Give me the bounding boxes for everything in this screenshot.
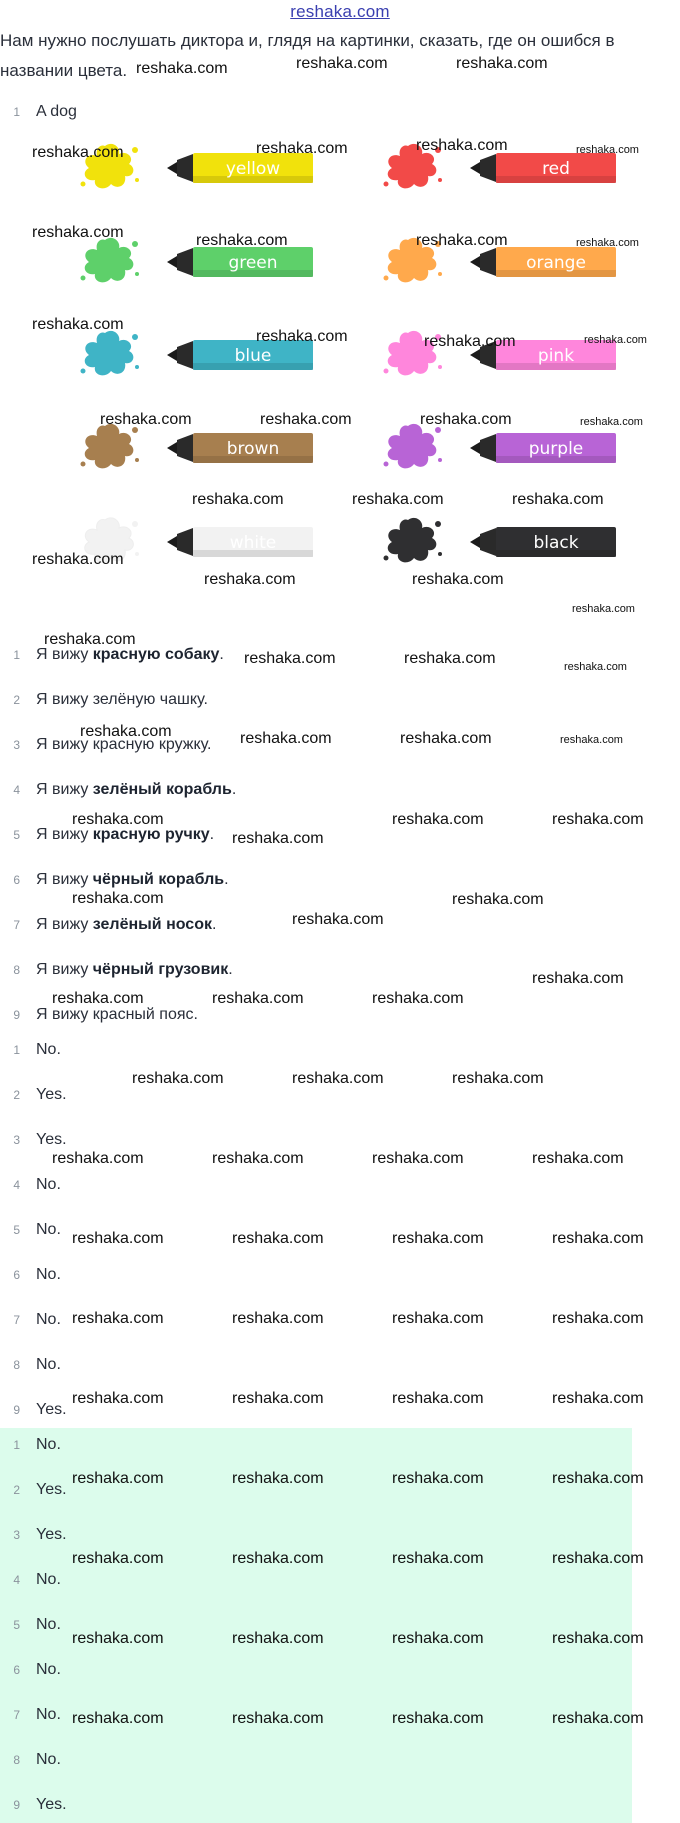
answer-row [0,1478,67,1502]
answer-row [0,1658,61,1682]
marker-label: purple [528,439,584,459]
answer-text: Yes. [36,1526,67,1543]
answer-number: 6 [13,1663,20,1677]
watermark-text: reshaka.com [72,1630,164,1647]
watermark-text: reshaka.com [532,1150,624,1167]
answer-row [0,1308,61,1332]
watermark-text: reshaka.com [400,730,492,747]
watermark-text: reshaka.com [72,1390,164,1407]
watermark-text: reshaka.com [32,144,124,161]
sentence-number: 2 [13,693,20,707]
sentence-text: Я вижу зелёную чашку. [36,691,208,708]
watermark-text: reshaka.com [392,1710,484,1727]
answer-number: 8 [13,1753,20,1767]
watermark-text: reshaka.com [80,723,172,740]
sentence-text: Я вижу красную кружку. [36,736,212,753]
answer-number: 8 [13,1358,20,1372]
watermark-text: reshaka.com [576,144,639,156]
sentence-text: Я вижу зелёный носок. [36,916,217,933]
answer-text: Yes. [36,1131,67,1148]
watermark-text: reshaka.com [424,333,516,350]
watermark-text: reshaka.com [416,137,508,154]
answer-number: 7 [13,1313,20,1327]
watermark-text: reshaka.com [232,1470,324,1487]
watermark-text: reshaka.com [232,1710,324,1727]
marker-label: blue [234,346,272,366]
watermark-text: reshaka.com [392,1230,484,1247]
watermark-text: reshaka.com [404,650,496,667]
watermark-text: reshaka.com [296,55,388,72]
answer-row [0,1038,61,1062]
black-splash-icon [378,510,448,570]
watermark-text: reshaka.com [72,811,164,828]
answer-text: No. [36,1706,61,1723]
answer-text: No. [36,1041,61,1058]
watermark-text: reshaka.com [192,491,284,508]
watermark-text: reshaka.com [52,1150,144,1167]
sentence-text: Я вижу красную собаку. [36,646,224,663]
sentence-row [0,688,208,712]
watermark-text: reshaka.com [232,830,324,847]
marker-label: red [542,159,570,179]
watermark-text: reshaka.com [232,1630,324,1647]
answer-number: 1 [13,1438,20,1452]
answer-row [0,1568,61,1592]
watermark-text: reshaka.com [564,661,627,673]
sentence-row [0,868,229,892]
marker-label: orange [526,253,586,273]
answer-row [0,1218,61,1242]
answer-number: 1 [13,1043,20,1057]
sentence-highlight: красную собаку [92,646,220,663]
answer-row [0,1523,67,1547]
answer-text: No. [36,1661,61,1678]
answer-row [0,1703,61,1727]
watermark-text: reshaka.com [32,224,124,241]
answer-number: 5 [13,1223,20,1237]
answer-number: 9 [13,1403,20,1417]
watermark-text: reshaka.com [552,1470,644,1487]
watermark-text: reshaka.com [392,1470,484,1487]
answer-row [0,1263,61,1287]
watermark-text: reshaka.com [416,232,508,249]
watermark-text: reshaka.com [204,571,296,588]
marker-black [470,520,620,564]
marker-label: black [533,533,579,553]
watermark-text: reshaka.com [552,1230,644,1247]
sentence-number: 6 [13,873,20,887]
watermark-text: reshaka.com [392,1310,484,1327]
watermark-text: reshaka.com [72,1470,164,1487]
watermark-text: reshaka.com [560,734,623,746]
answer-number: 7 [13,1708,20,1722]
sentence-text: Я вижу зелёный корабль. [36,781,237,798]
watermark-text: reshaka.com [232,1230,324,1247]
sentence-number: 9 [13,1008,20,1022]
answer-row [0,1433,61,1457]
sentence-number: 8 [13,963,20,977]
watermark-text: reshaka.com [372,1150,464,1167]
watermark-text: reshaka.com [212,990,304,1007]
answer-number: 3 [13,1133,20,1147]
answer-row [0,1128,67,1152]
watermark-text: reshaka.com [584,334,647,346]
answer-text: No. [36,1616,61,1633]
watermark-text: reshaka.com [392,1550,484,1567]
answer-row [0,1353,61,1377]
task-instruction: Нам нужно послушать диктора и, глядя на картинки, сказать, где он ошибся в названии цвета. [0,31,615,80]
answer-number: 9 [13,1798,20,1812]
watermark-text: reshaka.com [352,491,444,508]
watermark-text: reshaka.com [456,55,548,72]
watermark-text: reshaka.com [452,1070,544,1087]
watermark-text: reshaka.com [372,990,464,1007]
answer-text: No. [36,1266,61,1283]
answer-row [0,1083,67,1107]
answer-number: 2 [13,1483,20,1497]
answer-number: 5 [13,1618,20,1632]
watermark-text: reshaka.com [136,60,228,77]
watermark-text: reshaka.com [572,603,635,615]
answer-number: 4 [13,1178,20,1192]
watermark-text: reshaka.com [392,1390,484,1407]
marker-purple [470,426,620,470]
watermark-text: reshaka.com [532,970,624,987]
answer-text: Yes. [36,1481,67,1498]
watermark-text: reshaka.com [100,411,192,428]
watermark-text: reshaka.com [256,140,348,157]
watermark-text: reshaka.com [244,650,336,667]
sentence-row [0,778,236,802]
answer-number: 6 [13,1268,20,1282]
answer-text: Yes. [36,1401,67,1418]
answer-text: No. [36,1571,61,1588]
item-title: A dog [36,103,77,120]
sentence-row [0,913,216,937]
marker-label: pink [537,346,575,366]
answer-text: No. [36,1176,61,1193]
answer-text: No. [36,1436,61,1453]
watermark-text: reshaka.com [452,891,544,908]
watermark-text: reshaka.com [576,237,639,249]
answer-text: No. [36,1311,61,1328]
marker-brown [167,426,317,470]
answer-number: 3 [13,1528,20,1542]
sentence-number: 4 [13,783,20,797]
answer-text: Yes. [36,1086,67,1103]
answer-text: No. [36,1751,61,1768]
watermark-text: reshaka.com [580,416,643,428]
watermark-text: reshaka.com [512,491,604,508]
watermark-text: reshaka.com [412,571,504,588]
sentence-row [0,958,233,982]
watermark-text: reshaka.com [212,1150,304,1167]
item-number: 1 [13,105,20,119]
answer-text: No. [36,1356,61,1373]
watermark-text: reshaka.com [420,411,512,428]
sentence-text: Я вижу красный пояс. [36,1006,198,1023]
sentence-number: 7 [13,918,20,932]
answer-number: 4 [13,1573,20,1587]
marker-label: green [228,253,278,273]
watermark-text: reshaka.com [232,1390,324,1407]
sentence-highlight: чёрный корабль [92,871,225,888]
watermark-text: reshaka.com [232,1310,324,1327]
marker-label: white [229,533,277,553]
watermark-text: reshaka.com [292,911,384,928]
watermark-text: reshaka.com [392,811,484,828]
watermark-text: reshaka.com [32,551,124,568]
marker-label: brown [226,439,280,459]
site-title-link[interactable]: reshaka.com [290,2,390,21]
answer-text: Yes. [36,1796,67,1813]
marker-label: yellow [225,159,281,179]
watermark-text: reshaka.com [292,1070,384,1087]
watermark-text: reshaka.com [72,1310,164,1327]
sentence-highlight: зелёный носок [92,916,212,933]
watermark-text: reshaka.com [196,232,288,249]
pink-splash-icon [378,323,448,383]
item-header [0,100,77,124]
answer-row [0,1398,67,1422]
watermark-text: reshaka.com [52,990,144,1007]
sentence-highlight: чёрный грузовик [92,961,229,978]
watermark-text: reshaka.com [552,1630,644,1647]
sentence-text: Я вижу чёрный корабль. [36,871,229,888]
watermark-text: reshaka.com [392,1630,484,1647]
watermark-text: reshaka.com [260,411,352,428]
sentence-highlight: зелёный корабль [92,781,232,798]
watermark-text: reshaka.com [552,1390,644,1407]
watermark-text: reshaka.com [72,1550,164,1567]
watermark-text: reshaka.com [256,328,348,345]
sentence-text: Я вижу чёрный грузовик. [36,961,233,978]
watermark-text: reshaka.com [240,730,332,747]
answer-text: No. [36,1221,61,1238]
watermark-text: reshaka.com [552,1550,644,1567]
answer-row [0,1173,61,1197]
watermark-text: reshaka.com [552,1310,644,1327]
answer-row [0,1748,61,1772]
answer-row [0,1613,61,1637]
sentence-text: Я вижу красную ручку. [36,826,215,843]
answer-number: 2 [13,1088,20,1102]
watermark-text: reshaka.com [232,1550,324,1567]
sentence-number: 1 [13,648,20,662]
sentence-highlight: красную ручку [92,826,210,843]
marker-white [167,520,317,564]
watermark-text: reshaka.com [552,811,644,828]
watermark-text: reshaka.com [72,1230,164,1247]
watermark-text: reshaka.com [72,1710,164,1727]
sentence-number: 5 [13,828,20,842]
sentence-number: 3 [13,738,20,752]
watermark-text: reshaka.com [32,316,124,333]
watermark-text: reshaka.com [72,890,164,907]
watermark-text: reshaka.com [44,631,136,648]
watermark-text: reshaka.com [552,1710,644,1727]
watermark-text: reshaka.com [132,1070,224,1087]
answer-row [0,1793,67,1817]
